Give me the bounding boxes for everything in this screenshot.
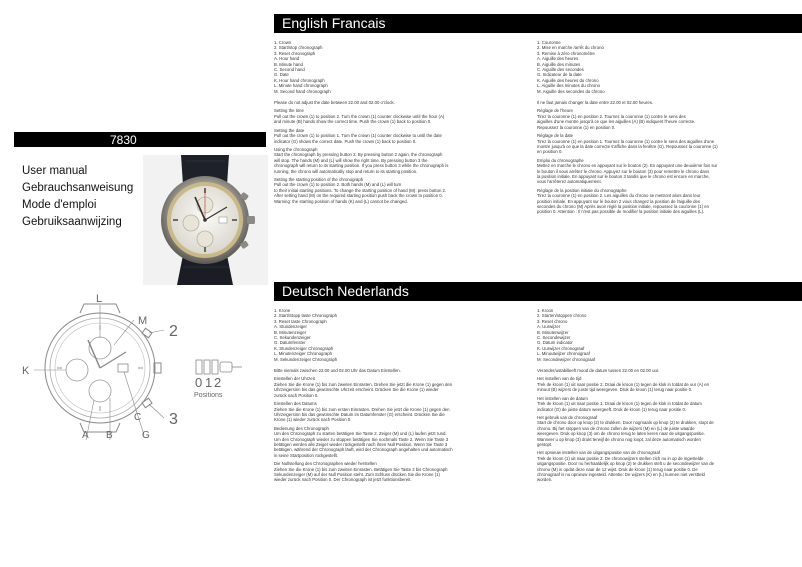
paragraph-line: Warning: the starting position of hands (K) and (L) cannot be changed. xyxy=(274,198,408,204)
parts-list-item: A. Uurwijzer xyxy=(537,324,561,330)
paragraph-line: and minute (B) hands show the correct time. Push the crown (1) back to position 0. xyxy=(274,119,432,125)
paragraph-line: Setting the date xyxy=(274,127,305,133)
parts-list-item: K. Stundenzeiger Chronograph xyxy=(274,345,334,351)
paragraph-line: Krone (1) wieder zurück nach Position 0. xyxy=(274,417,352,423)
parts-list-item: C. Sekundenzeiger xyxy=(274,335,311,341)
instruction-paragraph xyxy=(537,100,792,105)
instruction-paragraph xyxy=(537,450,792,482)
paragraph-line: in seine Startposition rückgestellt. xyxy=(274,452,339,458)
paragraph-line: Please do not adjust the date between 22.00 and 02.00 o'clock. xyxy=(274,100,395,106)
parts-list-item: L. Aiguille des minutes du chrono xyxy=(537,83,601,89)
parts-list-item: 3. Reset chrono xyxy=(537,318,568,324)
paragraph-line: Einstellen der Uhrzeit xyxy=(274,376,315,382)
instruction-paragraph xyxy=(537,188,792,215)
paragraph-line: Réglage de la date xyxy=(537,133,574,139)
paragraph-line: position initiale. En appuyant sur le bouton 2 vous changez la position de l'aiguille des xyxy=(537,198,701,204)
paragraph-line: Trek de kroon (1) uit naar positie 1. Draai de kroon (1) tegen de klok in totdat de datum xyxy=(537,401,702,407)
paragraph-line: Tirez la couronne (1) en position 2. Tournez la couronne (1) contre le sens des xyxy=(537,113,686,119)
header-deutsch-nederlands xyxy=(274,282,802,301)
deutsch-text xyxy=(274,308,529,486)
parts-list-item: 2. Mise en marche /arrêt du chrono xyxy=(537,45,604,51)
paragraph-line: Mettez en marche le chrono en appuyant sur le bouton (2). En appuyant une deuxième fois sur xyxy=(537,163,718,169)
english-parts-list xyxy=(274,40,529,94)
watch-diagram-svg xyxy=(14,290,254,440)
parts-list-item: A. Aiguille des heures xyxy=(537,56,579,62)
paragraph-line: Wanneer u op knop (3) drukt terwijl de chrono nog loopt, zal deze automatisch worden xyxy=(537,436,701,442)
parts-list-item: 2. Start/stop chronograph xyxy=(274,45,323,51)
paragraph-line: uitgangspositie. Door nu herhaaldelijk op knop (2) te drukken stelt u de secondewijzer van de xyxy=(537,461,714,467)
paragraph-line: running, the chrono will automatically stop and return to its starting position. xyxy=(274,168,418,174)
paragraph-line: Het gebruik van de chronograaf xyxy=(537,414,598,420)
paragraph-line: secondes du chrono (M) Après avoir réglé la position initiale, repoussez la couronne (1) en xyxy=(537,203,709,209)
parts-list-item: A. Stundenzeiger xyxy=(274,324,307,330)
instruction-paragraph xyxy=(274,368,529,373)
instruction-paragraph xyxy=(274,108,529,124)
paragraph-line: Die Nullstellung des Chronographen wieder herstellen xyxy=(274,461,377,467)
header-english-francais xyxy=(274,14,802,33)
deutsch-parts-list xyxy=(274,308,529,362)
francais-parts-list xyxy=(537,40,792,94)
paragraph-line: Start de chrono door op knop (2) te drukken. Door nogmaals op knop (2) te drukken, stopt de xyxy=(537,420,714,426)
diagram-label-K: K xyxy=(22,365,30,377)
paragraph-line: Setting the time xyxy=(274,108,304,114)
paragraph-line: Trek de kroon (1) uit naar positie 2. De chronowijzers stellen zich nu in op de ingestelde xyxy=(537,455,704,461)
parts-list-item: 1. Couronne xyxy=(537,40,561,45)
diagram-label-2: 2 xyxy=(169,323,178,340)
diagram-label-position-1: 1 xyxy=(205,375,213,390)
parts-list-item: A. Hour hand xyxy=(274,56,300,62)
diagram-label-B: B xyxy=(106,430,113,440)
parts-list-item: C. Aiguille des secondes xyxy=(537,67,584,73)
paragraph-line: chronograph will return to its starting position. If you press button 3 while the chronograph is xyxy=(274,163,449,169)
diagram-label-G: G xyxy=(142,430,150,440)
paragraph-line: Emploi du chronographe xyxy=(537,157,584,163)
parts-list-item: 3. Reset taste Chronograph xyxy=(274,318,327,324)
paragraph-line: will stop. The hands (M) and (L) will show the right time. By pressing button 3 the xyxy=(274,157,428,163)
parts-list-item: 1. Krone xyxy=(274,308,291,313)
paragraph-line: After setting hand (M) on the required starting position push back the crown to position 0. xyxy=(274,193,443,199)
paragraph-line: indicator (G) de juiste datum weergeeft. Druk de kroon (1) terug naar positie 0. xyxy=(537,406,687,412)
parts-list-item: M. Sekundenzeiger Chronograph xyxy=(274,356,338,362)
section-title-english-francais: English Francais xyxy=(282,15,386,31)
paragraph-line: Trek de kroon (1) uit naar positie 2. Draai de kroon (1) tegen de klok in totdat de uur (A) en xyxy=(537,381,710,387)
paragraph-line: minuut (B) wijzers de juiste tijd weergeven. Druk de kroon (1) terug naar positie 0. xyxy=(537,387,693,393)
paragraph-line: Bedienung des Chronograph xyxy=(274,425,329,431)
paragraph-line: Setting the starting position of the chronograph xyxy=(274,176,364,182)
paragraph-line: indicator (G) shows the correct date. Push the crown (1) back to position 0. xyxy=(274,138,417,144)
instruction-paragraph xyxy=(537,396,792,412)
instruction-paragraph xyxy=(537,415,792,447)
paragraph-line: Repoussez la couronne (1) en position 0. xyxy=(537,124,616,130)
diagram-label-position-0: 0 xyxy=(195,375,203,390)
manual-title-fr: Mode d'emploi xyxy=(22,199,97,211)
parts-list-item: B. Aiguille des minutes xyxy=(537,61,581,67)
parts-list-item: B. Minutenwijzer xyxy=(537,329,569,335)
diagram-label-C: C xyxy=(134,412,142,423)
paragraph-line: Il ne faut jamais changer la date entre 22.00 et 02.00 heures. xyxy=(537,100,654,106)
parts-list-item: 2. Starten/stoppen chrono xyxy=(537,313,587,319)
parts-list-item: M. Secondewijzer chronograaf xyxy=(537,356,596,362)
model-bar xyxy=(14,132,266,147)
crown-positions-icon xyxy=(196,360,242,374)
instruction-paragraph xyxy=(274,401,529,423)
diagram-label-M: M xyxy=(138,315,148,327)
parts-list-item: G. Datumfenster xyxy=(274,340,306,346)
instruction-paragraph xyxy=(274,426,529,458)
paragraph-line: Het opnieuw instellen van de uitgangspositie van de chronograaf xyxy=(537,450,661,456)
watch-diagram xyxy=(14,290,254,440)
instruction-paragraph xyxy=(274,376,529,398)
parts-list-item: 1. Crown xyxy=(274,40,292,45)
paragraph-line: Verander/ustabilleeft mood de datum tussen 22.00 en 02.00 uur. xyxy=(537,368,660,374)
paragraph-line: Sekundenzeiger (M) auf der Null Position steht. Zum Schluss drücken Sie die Krone (1) xyxy=(274,471,440,477)
instruction-paragraph xyxy=(537,108,792,130)
paragraph-line: la position initiale. En appuyant sur le bouton 3 tandis que le chrono est encore en marche, xyxy=(537,173,710,179)
paragraph-line: Réglage de la position initiale du chronographe xyxy=(537,187,627,193)
parts-list-item: L. Minuutwijzer chronograaf xyxy=(537,351,590,357)
paragraph-line: chronograaf is nu opnieuw ingesteld. Attentie: De wijzers (K) en (L) kunnen niet verstteld xyxy=(537,471,705,477)
parts-list-item: 1. Kroon xyxy=(537,308,554,313)
instruction-paragraph xyxy=(537,133,792,155)
paragraph-line: Ziehen Sie die Krone (1) bis zum zweiten Einrasten. Drehen Sie jetzt die Krone (1) gegen den xyxy=(274,381,453,387)
parts-list-item: M. Second hand chronograph xyxy=(274,88,331,94)
paragraph-line: Start the chronograph by pressing button 2. By pressing button 2 again, the chronograph xyxy=(274,152,443,158)
paragraph-line: Ziehen Sie die Krone (1) bis zum ersten Einrasten. Drehen Sie jetzt die Krone (1) gegen den xyxy=(274,406,450,412)
paragraph-line: le bouton il vous arrêtez le chrono. Appuyez sur le bouton (3) pour remettre le chrono dans xyxy=(537,168,710,174)
english-text xyxy=(274,40,529,207)
diagram-label-position-2: 2 xyxy=(214,375,222,390)
paragraph-line: zurück nach Position 0. xyxy=(274,392,319,398)
model-number: 7830 xyxy=(110,133,137,147)
francais-text xyxy=(537,40,792,218)
instruction-paragraph xyxy=(274,100,529,105)
diagram-label-3: 3 xyxy=(169,411,178,428)
paragraph-line: weergeven. Druk op knop (3) om de chrono terug te laten keren naar de uitgangspositie. xyxy=(537,431,705,437)
paragraph-line: position 0. Attention : Il n'est pas possible de modifier la position initiale des aiguilles (L). xyxy=(537,209,705,215)
paragraph-line: wieder zurück nach Position 0. Der Chronograph ist jetzt funktionsbereit. xyxy=(274,477,412,483)
parts-list-item: G. Date xyxy=(274,72,289,78)
watch-illustration xyxy=(143,155,268,285)
parts-list-item: G. Datum indicator xyxy=(537,340,573,346)
paragraph-line: Tirez la couronne (1) en position 2. Les aiguilles du chrono se mettront alors dans leur xyxy=(537,193,701,199)
paragraph-line: Einstellen des Datums xyxy=(274,401,317,407)
instruction-paragraph xyxy=(274,177,529,204)
diagram-label-L: L xyxy=(96,293,103,305)
paragraph-line: chrono. Bij het stoppen van de chrono zullen de wijzers (M) en (L) de juiste waarde xyxy=(537,425,695,431)
instruction-paragraph xyxy=(537,376,792,392)
parts-list-item: K. Hour hand chronograph xyxy=(274,77,325,83)
nederlands-parts-list xyxy=(537,308,792,362)
paragraph-line: betätigen werden alle Zeiger wieder rückgestellt nach ihren Null Position. Wenn Sie Taste 3 xyxy=(274,441,448,447)
paragraph-line: to their initial starting positions. To change the starting position of hand (M): press button 2. xyxy=(274,187,447,193)
parts-list-item: G. Indicateur de la date xyxy=(537,72,582,78)
paragraph-line: Pull out the crown (1) to position 2. Turn the crown (1) counter clockwise until the hour (A) xyxy=(274,113,445,119)
parts-list-item: 2. Start/Stopp taste Chronograph xyxy=(274,313,338,319)
diagram-label-positions: Positions xyxy=(194,392,223,399)
diagram-label-A: A xyxy=(82,430,89,440)
instruction-paragraph xyxy=(537,158,792,185)
parts-list-item: L. Minutenzeiger Chronograph xyxy=(274,351,333,357)
paragraph-line: Het instellen van de datum xyxy=(537,395,588,401)
paragraph-line: Bitte niemals zwischen 22.00 und 02.00 Uhr das Datum Einstellen. xyxy=(274,368,401,374)
nederlands-text xyxy=(537,308,792,486)
paragraph-line: worden. xyxy=(537,477,553,483)
parts-list-item: 3. Reset chronograph xyxy=(274,50,316,56)
instruction-paragraph xyxy=(274,461,529,483)
watch-photo xyxy=(143,155,268,285)
paragraph-line: en position 0. xyxy=(537,149,563,155)
parts-list-item: M. Aiguille des secondes du chrono xyxy=(537,88,605,94)
paragraph-line: aiguilles d'une montre jusqu'à ce que les aiguilles (A) (B) indiquent l'heure correcte. xyxy=(537,119,696,125)
manual-title-nl: Gebruiksaanwijzing xyxy=(22,216,122,228)
instruction-paragraph xyxy=(537,368,792,373)
paragraph-line: Um den Chronograph wieder zu stoppen betätigen Sie nochmals Taste 2. Wenn Sie Taste 3 xyxy=(274,436,449,442)
parts-list-item: K. Aiguille des heures du chrono xyxy=(537,77,599,83)
parts-list-item: B. Minute hand xyxy=(274,61,303,67)
paragraph-line: Pull out the crown (1) to position 1. Turn the crown (1) counter clockwise to until the date xyxy=(274,133,442,139)
paragraph-line: vous l'arrêterez automatiquement. xyxy=(537,179,602,185)
paragraph-line: Uhrzeigersinn bis das gewünschte Datum im Datumfenster (G) erscheint. Drücken Sie die xyxy=(274,411,445,417)
manual-title-de: Gebrauchsanweisung xyxy=(22,182,134,194)
paragraph-line: Ziehen Sie die Krone (1) bis zum zweiten Einrasten. Betätigen Sie Taste 2 bis Chronograph xyxy=(274,466,448,472)
paragraph-line: Réglage de l'heure xyxy=(537,108,573,114)
paragraph-line: Het instellen van de tijd xyxy=(537,376,582,382)
section-title-deutsch-nederlands: Deutsch Nederlands xyxy=(282,283,409,299)
paragraph-line: Tirez la couronne (1) en position 1. Tournez la couronne (1) contre le sens des aiguilles d'une xyxy=(537,138,715,144)
paragraph-line: Uhrzeigersinn bis das gewünschte Uhrzeit erscheint. Drücken Sie die Krone (1) wieder xyxy=(274,387,439,393)
instruction-paragraph xyxy=(274,128,529,144)
parts-list-item: C. Second hand xyxy=(274,67,305,73)
paragraph-line: Pull out the crown (1) to position 2. Both hands (M) and (L) will turn xyxy=(274,182,402,188)
parts-list-item: L. Minute hand chronograph xyxy=(274,83,328,89)
paragraph-line: chrono (M) in opdat deze naar de 12 wijst. Druk de kroon (1) terug naar positie 0. De xyxy=(537,466,698,472)
paragraph-line: montre jusqu'à ce que la date correcte s'affiche dans la fenêtre (G). Repoussez la couronne (1) xyxy=(537,143,718,149)
paragraph-line: gestopt. xyxy=(537,441,553,447)
instruction-paragraph xyxy=(274,147,529,174)
parts-list-item: K. Uurwijzer chronograaf xyxy=(537,345,585,351)
parts-list-item: 3. Remise à zéro chronomètre xyxy=(537,50,595,56)
parts-list-item: B. Minutenzeiger xyxy=(274,329,307,335)
manual-title-en: User manual xyxy=(22,165,88,177)
parts-list-item: C. Secondewijzer xyxy=(537,335,571,341)
paragraph-line: Using the chronograph xyxy=(274,146,318,152)
paragraph-line: betätigen, während der Chronograph läuft, wird der Chronograph angehalten und automatisch xyxy=(274,447,453,453)
paragraph-line: Um den Chronograph zu starten betätigen Sie Taste 2. Zeiger (M) und (L) laufen jetzt rund. xyxy=(274,431,447,437)
